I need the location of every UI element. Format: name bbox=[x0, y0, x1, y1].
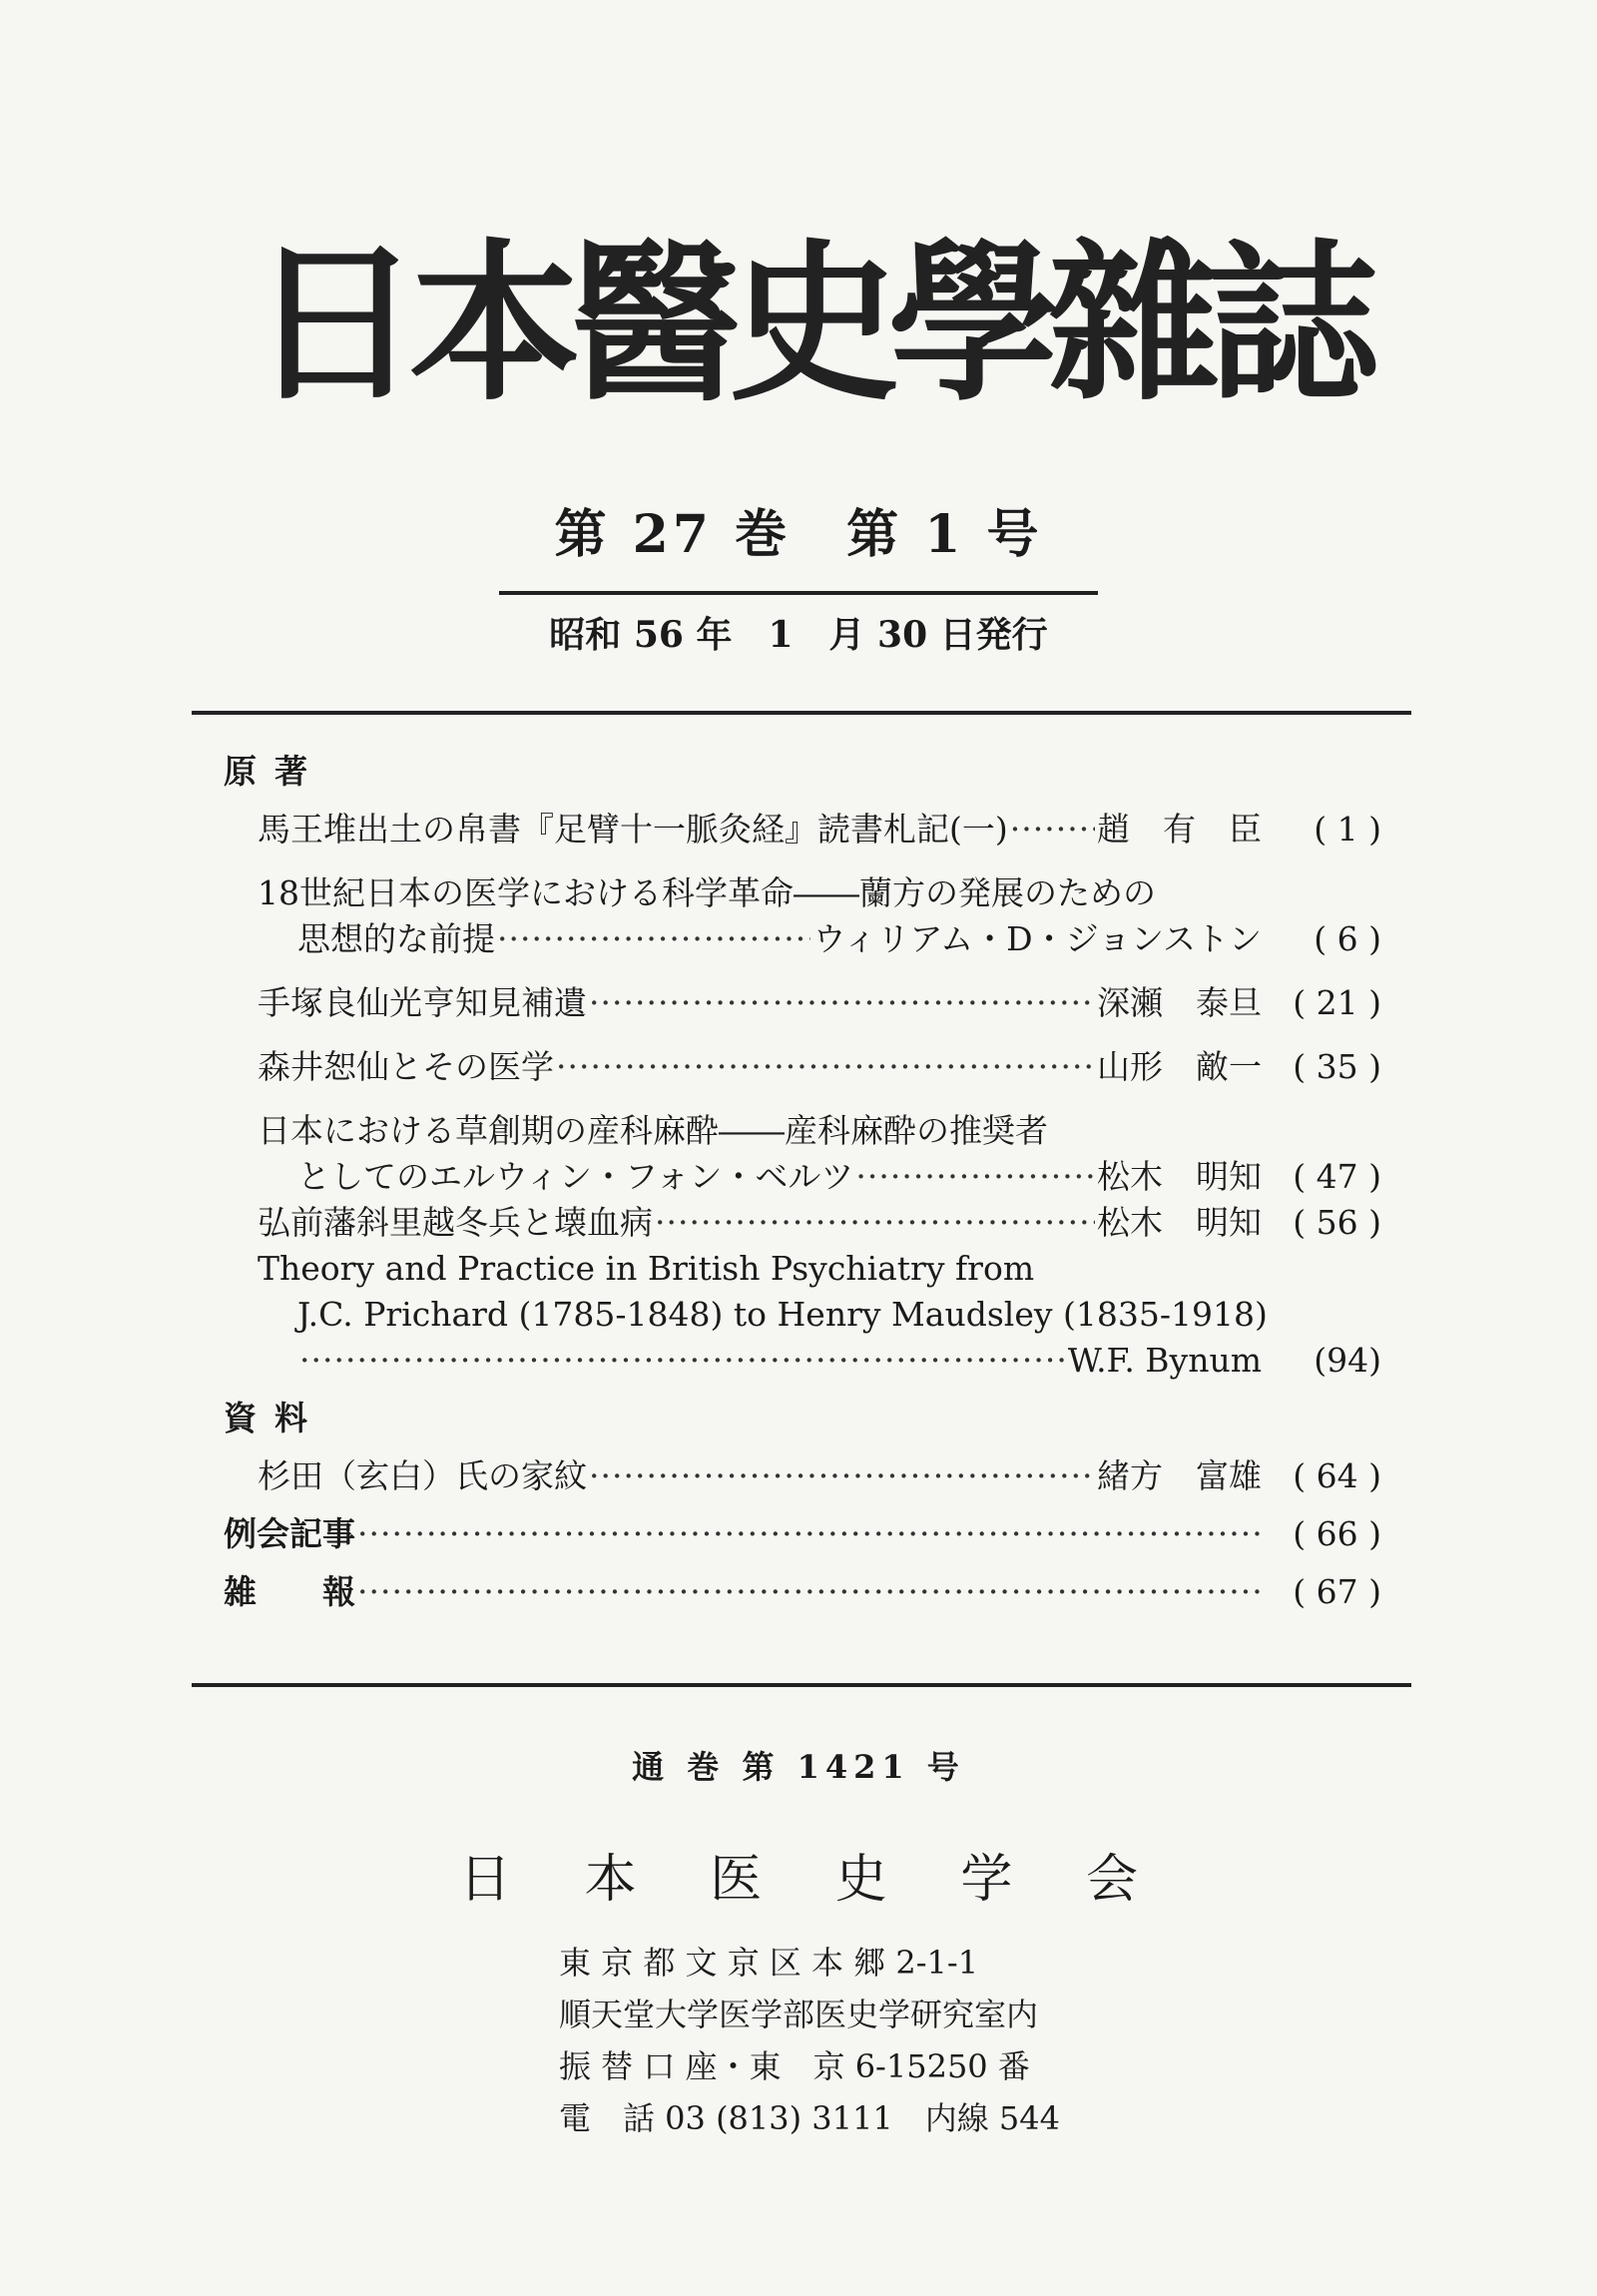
title-char: 誌 bbox=[1208, 224, 1379, 424]
table-of-contents bbox=[224, 749, 1381, 1615]
divider bbox=[192, 1683, 1411, 1687]
entry-author: 松木 明知 bbox=[1097, 1203, 1262, 1242]
address-line: 東 京 都 文 京 区 本 郷 2-1-1 bbox=[559, 1944, 979, 1982]
entry-title: 18世紀日本の医学における科学革命――蘭方の発展のための bbox=[258, 873, 1156, 912]
entry-author: W.F. Bynum bbox=[1067, 1341, 1262, 1380]
society-char: 医 bbox=[710, 1850, 763, 1910]
publication-date: 昭和 56 年 1 月 30 日発行 bbox=[549, 614, 1048, 656]
entry-title-cont: 思想的な前提 bbox=[297, 919, 495, 958]
society-char: 学 bbox=[960, 1850, 1013, 1910]
title-char: 雜 bbox=[1048, 224, 1220, 424]
leader-dots bbox=[357, 1569, 1260, 1615]
entry-title: 杉田（玄白）氏の家紋 bbox=[258, 1456, 587, 1495]
toc-entry bbox=[224, 1044, 1381, 1090]
toc-entry bbox=[224, 870, 1381, 962]
leader-dots bbox=[299, 1338, 1066, 1384]
entry-title-cont: J.C. Prichard (1785-1848) to Henry Maudsley (1835-1918) bbox=[297, 1295, 1268, 1334]
address-line: 順天堂大学医学部医史学研究室内 bbox=[559, 1996, 1039, 2033]
section-heading-materials: 資料 bbox=[224, 1399, 325, 1437]
leader-dots bbox=[589, 1453, 1095, 1499]
cumulative-issue-number: 通 巻 第 1421 号 bbox=[632, 1748, 965, 1786]
entry-page: ( 66 ) bbox=[1293, 1514, 1381, 1553]
toc-entry bbox=[224, 980, 1381, 1026]
leader-dots bbox=[589, 980, 1095, 1026]
entry-page: ( 35 ) bbox=[1293, 1047, 1381, 1086]
entry-author: 山形 敵一 bbox=[1097, 1047, 1262, 1086]
entry-page: (94) bbox=[1314, 1341, 1381, 1380]
address-line: 振 替 口 座・東 京 6-15250 番 bbox=[559, 2047, 1030, 2085]
entry-page: ( 56 ) bbox=[1293, 1203, 1381, 1242]
title-char: 醫 bbox=[569, 224, 741, 424]
entry-page: ( 1 ) bbox=[1314, 810, 1381, 849]
toc-extra-miscellany bbox=[224, 1569, 1381, 1615]
society-name bbox=[459, 1837, 1138, 1912]
divider bbox=[192, 711, 1411, 715]
society-char: 本 bbox=[584, 1850, 637, 1910]
title-char: 學 bbox=[888, 224, 1060, 424]
entry-author: ウィリアム・D・ジョンストン bbox=[812, 919, 1262, 958]
entry-title: 日本における草創期の産科麻酔――産科麻酔の推奨者 bbox=[258, 1111, 1048, 1150]
leader-dots bbox=[855, 1154, 1095, 1200]
title-char: 日 bbox=[250, 224, 421, 424]
volume-issue: 第 27 巻 第 1 号 bbox=[554, 504, 1043, 565]
extra-label: 雑 報 bbox=[224, 1572, 355, 1611]
title-char: 史 bbox=[729, 224, 900, 424]
entry-title: 手塚良仙光亨知見補遺 bbox=[258, 983, 587, 1022]
toc-entry bbox=[224, 1246, 1381, 1384]
leader-dots bbox=[1010, 807, 1095, 853]
toc-entry bbox=[224, 1200, 1381, 1246]
leader-dots bbox=[497, 916, 810, 962]
entry-title: 弘前藩斜里越冬兵と壊血病 bbox=[258, 1203, 653, 1242]
entry-title: 森井恕仙とその医学 bbox=[258, 1047, 554, 1086]
divider bbox=[499, 591, 1098, 595]
society-char: 史 bbox=[834, 1850, 887, 1910]
leader-dots bbox=[357, 1511, 1260, 1557]
society-char: 日 bbox=[459, 1850, 512, 1910]
extra-label: 例会記事 bbox=[224, 1514, 355, 1553]
leader-dots bbox=[556, 1044, 1095, 1090]
toc-entry bbox=[224, 1108, 1381, 1200]
section-heading-original-articles: 原著 bbox=[224, 752, 325, 791]
entry-author: 趙 有 臣 bbox=[1097, 810, 1262, 849]
toc-entry bbox=[224, 807, 1381, 853]
entry-page: ( 67 ) bbox=[1293, 1572, 1381, 1611]
title-char: 本 bbox=[409, 224, 581, 424]
toc-entry bbox=[224, 1453, 1381, 1499]
leader-dots bbox=[655, 1200, 1095, 1246]
entry-title: 馬王堆出土の帛書『足臂十一脈灸経』読書札記(一) bbox=[258, 810, 1008, 849]
entry-author: 緒方 富雄 bbox=[1097, 1456, 1262, 1495]
entry-author: 深瀬 泰旦 bbox=[1097, 983, 1262, 1022]
address-line: 電 話 03 (813) 3111 内線 544 bbox=[559, 2099, 1060, 2137]
society-address bbox=[559, 1937, 1078, 2144]
toc-extra-meeting-reports bbox=[224, 1511, 1381, 1557]
entry-page: ( 64 ) bbox=[1293, 1456, 1381, 1495]
entry-title: Theory and Practice in British Psychiatry from bbox=[258, 1249, 1035, 1288]
journal-title bbox=[250, 190, 1379, 459]
society-char: 会 bbox=[1085, 1850, 1138, 1910]
entry-title-cont: としてのエルウィン・フォン・ベルツ bbox=[297, 1157, 854, 1196]
entry-page: ( 6 ) bbox=[1314, 919, 1381, 958]
entry-author: 松木 明知 bbox=[1097, 1157, 1262, 1196]
entry-page: ( 47 ) bbox=[1293, 1157, 1381, 1196]
entry-page: ( 21 ) bbox=[1293, 983, 1381, 1022]
